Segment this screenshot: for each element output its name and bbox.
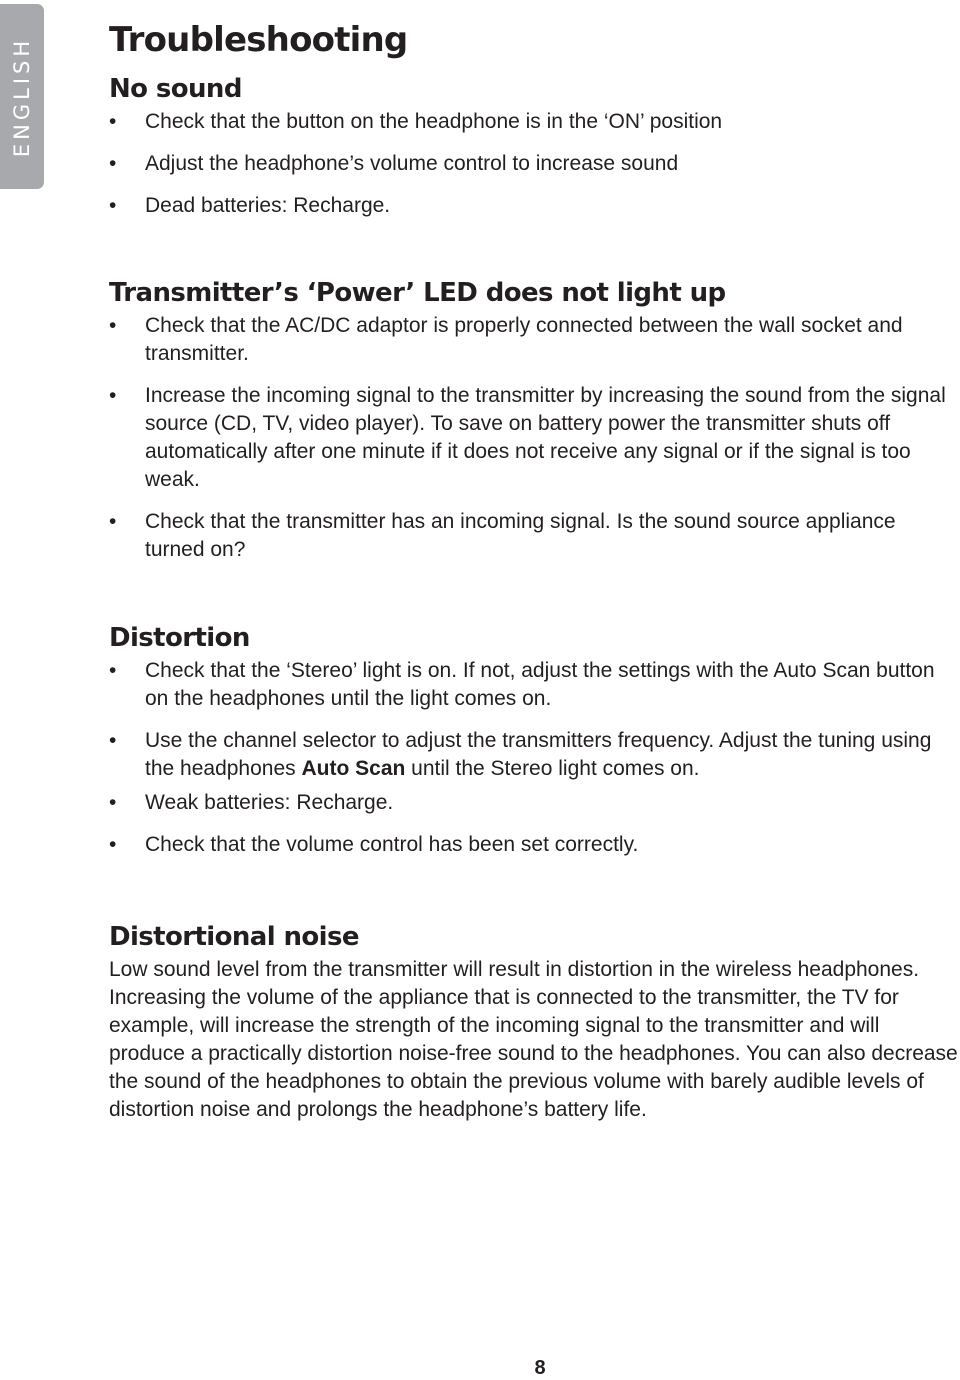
page-content (109, 16, 959, 1184)
section-heading: No sound (109, 74, 242, 104)
language-tab (0, 4, 44, 189)
page-number: 8 (534, 1357, 546, 1379)
list-item: • Weak batteries: Recharge. (109, 789, 959, 817)
list-item: • Check that the volume control has been set correctly. (109, 831, 959, 859)
section-distortional-noise (109, 921, 959, 1124)
page-title: Troubleshooting (109, 20, 408, 60)
section-body-text: Low sound level from the transmitter will result in distortion in the wireless headphones. Increasing the volume of the appliance that is connected to the transmitter, the TV for example, will increase the strength of the incoming signal to the transmitter and will produce a practically distortion noise-free sound to the headphones. You can also decrease the sound of the headphones to obtain the previous volume with barely audible levels of distortion noise and prolongs the headphone’s battery life. (109, 958, 958, 1121)
list-item (109, 727, 959, 783)
list-item: • Check that the button on the headphone is in the ‘ON’ position (109, 108, 959, 136)
auto-scan-emphasis: Auto Scan (301, 757, 406, 780)
list-item: • Check that the AC/DC adaptor is properly connected between the wall socket and transmitter. (109, 312, 959, 368)
list-item: • Increase the incoming signal to the transmitter by increasing the sound from the signal source (CD, TV, video player). To save on battery power the transmitter shuts off automatically after one minute if it does not receive any signal or if the signal is too weak. (109, 382, 959, 494)
language-tab-label: ENGLISH (10, 36, 34, 157)
section-heading: Distortional noise (109, 922, 359, 952)
section-heading: Transmitter’s ‘Power’ LED does not light up (109, 278, 726, 308)
section-heading: Distortion (109, 623, 250, 653)
section-distortion (109, 622, 959, 859)
list-item-text: Use the channel selector to adjust the transmitters frequency. Adjust the tuning using the headphones (145, 729, 932, 780)
section-power-led (109, 277, 959, 564)
list-item: • Dead batteries: Recharge. (109, 192, 959, 220)
bullet-list (109, 108, 959, 220)
section-no-sound (109, 73, 959, 220)
bullet-list (109, 657, 959, 859)
list-item: • Check that the transmitter has an incoming signal. Is the sound source appliance turned on? (109, 508, 959, 564)
bullet-list (109, 312, 959, 564)
list-item: • Check that the ‘Stereo’ light is on. If not, adjust the settings with the Auto Scan button on the headphones until the light comes on. (109, 657, 959, 713)
list-item-text: until the Stereo light comes on. (405, 757, 700, 780)
list-item: • Adjust the headphone’s volume control to increase sound (109, 150, 959, 178)
